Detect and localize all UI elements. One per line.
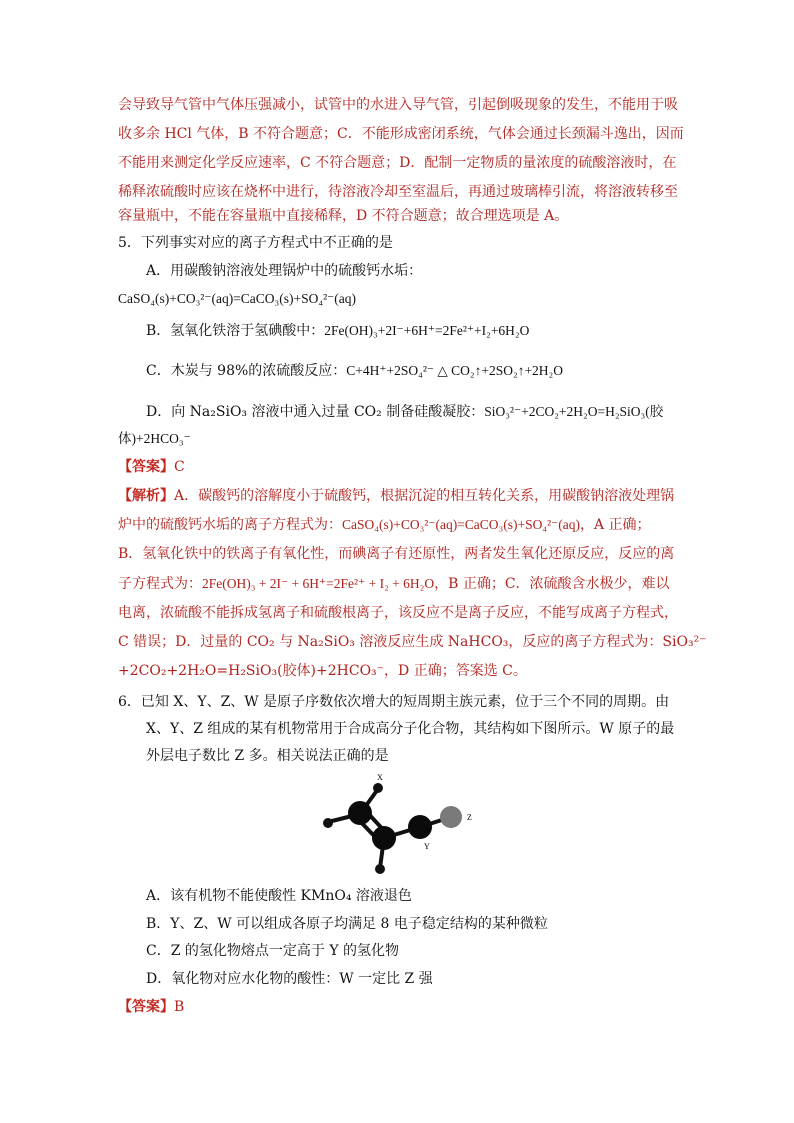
answer-value: B xyxy=(174,999,185,1015)
q5-option-d-label: D．向 Na₂SiO₃ 溶液中通入过量 CO₂ 制备硅酸凝胶： xyxy=(146,404,485,420)
q6-option-b: B．Y、Z、W 可以组成各原子均满足 8 电子稳定结构的某种微粒 xyxy=(146,916,548,932)
q5-option-b-equation: 2Fe(OH)₃+2I⁻+6H⁺=2Fe²⁺+I₂+6H₂O xyxy=(324,323,530,338)
hydrogen-atom xyxy=(323,818,333,828)
atom-label-z: Z xyxy=(467,813,472,822)
analysis-line xyxy=(118,575,670,593)
question-5-stem: 5．下列事实对应的离子方程式中不正确的是 xyxy=(118,235,393,251)
passage-line: 不能用来测定化学反应速率，C 不符合题意；D．配制一定物质的量浓度的硫酸溶液时，在 xyxy=(118,155,677,171)
passage-line: 收多余 HCl 气体，B 不符合题意；C．不能形成密闭系统，气体会通过长颈漏斗逸出，因而 xyxy=(118,126,684,142)
answer-label: 【答案】 xyxy=(118,459,174,475)
carbon-atom xyxy=(372,826,396,850)
q5-option-b-label: B．氢氧化铁溶于氢碘酸中： xyxy=(146,323,325,339)
answer-label: 【答案】 xyxy=(118,999,174,1015)
analysis-line: +2CO₂+2H₂O=H₂SiO₃(胶体)+2HCO₃⁻，D 正确；答案选 C。 xyxy=(118,663,527,679)
q5-option-c-label: C．木炭与 98%的浓硫酸反应： xyxy=(146,363,347,379)
analysis-line: 电离，浓硫酸不能拆成氢离子和硫酸根离子，该反应不是离子反应，不能写成离子方程式， xyxy=(118,605,678,621)
q6-option-d: D．氧化物对应水化物的酸性：W 一定比 Z 强 xyxy=(146,971,433,987)
analysis-line: C 错误；D．过量的 CO₂ 与 Na₂SiO₃ 溶液反应生成 NaHCO₃，反应的离子方程式为：SiO₃²⁻ xyxy=(118,634,707,650)
q5-option-c xyxy=(146,362,563,380)
analysis-line xyxy=(118,516,651,534)
q5-option-c-equation: C+4H⁺+2SO₄²⁻ △ CO₂↑+2SO₂↑+2H₂O xyxy=(346,363,564,378)
analysis-line: A．碳酸钙的溶解度小于硫酸钙，根据沉淀的相互转化关系，用碳酸钠溶液处理锅 xyxy=(174,488,675,504)
q6-option-a: A．该有机物不能使酸性 KMnO₄ 溶液退色 xyxy=(146,888,412,904)
q6-option-c: C．Z 的氢化物熔点一定高于 Y 的氢化物 xyxy=(146,943,400,959)
analysis-line: B．氢氧化铁中的铁离子有氧化性，而碘离子有还原性，两者发生氧化还原反应，反应的离 xyxy=(118,546,675,562)
analysis-text: 子方程式为： xyxy=(118,576,202,592)
passage-line: 会导致导气管中气体压强减小，试管中的水进入导气管，引起倒吸现象的发生，不能用于吸 xyxy=(118,97,678,113)
answer-value: C xyxy=(174,459,185,475)
hydrogen-atom xyxy=(375,864,385,874)
hydrogen-atom xyxy=(373,783,383,793)
analysis-text: ，B 正确；C．浓硫酸含水极少，难以 xyxy=(434,576,670,592)
q5-answer xyxy=(118,458,185,476)
q6-answer xyxy=(118,998,184,1016)
question-6-stem: 外层电子数比 Z 多。相关说法正确的是 xyxy=(146,748,389,764)
molecule-structure-figure xyxy=(310,772,510,882)
q5-analysis xyxy=(118,487,674,505)
analysis-text: ，A 正确； xyxy=(579,517,651,533)
q5-option-d-equation: SiO₃²⁻+2CO₂+2H₂O=H₂SiO₃(胶 xyxy=(484,404,664,419)
carbon-atom xyxy=(408,815,432,839)
q5-option-a-equation: CaSO₄(s)+CO₃²⁻(aq)=CaCO₃(s)+SO₄²⁻(aq) xyxy=(118,291,356,306)
q5-option-a: A．用碳酸钠溶液处理锅炉中的硫酸钙水垢： xyxy=(146,263,423,279)
q5-option-d xyxy=(146,403,663,421)
analysis-label: 【解析】 xyxy=(118,488,174,504)
atom-label-x: X xyxy=(377,773,383,782)
analysis-equation: CaSO₄(s)+CO₃²⁻(aq)=CaCO₃(s)+SO₄²⁻(aq) xyxy=(342,517,580,532)
z-atom xyxy=(440,806,462,828)
passage-line: 容量瓶中，不能在容量瓶中直接稀释，D 不符合题意；故合理选项是 A。 xyxy=(118,208,569,224)
analysis-equation: 2Fe(OH)₃ + 2I⁻ + 6H⁺=2Fe²⁺ + I₂ + 6H₂O xyxy=(202,576,435,591)
atom-label-y: Y xyxy=(424,842,430,851)
q5-option-b xyxy=(146,322,529,340)
carbon-atom xyxy=(348,801,372,825)
question-6-stem: X、Y、Z 组成的某有机物常用于合成高分子化合物，其结构如下图所示。W 原子的最 xyxy=(146,721,675,737)
q5-option-d-equation-cont: 体)+2HCO₃⁻ xyxy=(118,431,191,446)
question-6-stem: 6．已知 X、Y、Z、W 是原子序数依次增大的短周期主族元素，位于三个不同的周期。由 xyxy=(118,694,670,710)
passage-line: 稀释浓硫酸时应该在烧杯中进行，待溶液冷却至室温后，再通过玻璃棒引流，将溶液转移至 xyxy=(118,184,678,200)
analysis-text: 炉中的硫酸钙水垢的离子方程式为： xyxy=(118,517,342,533)
